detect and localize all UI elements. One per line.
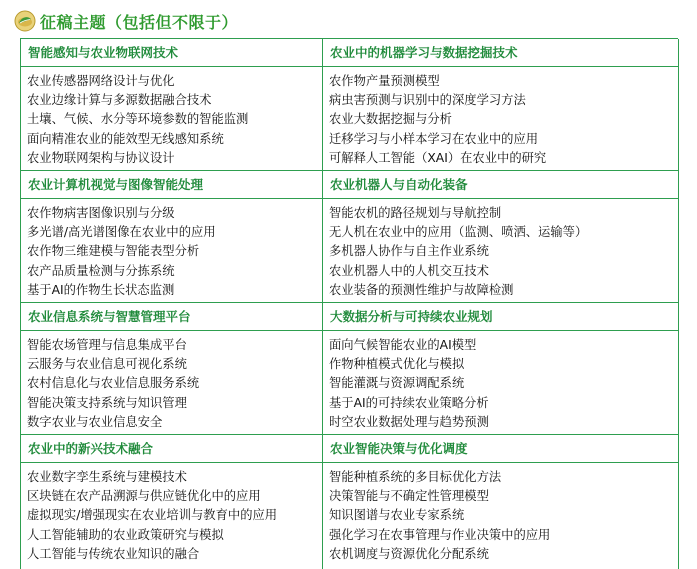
topic-item: 可解释人工智能（XAI）在农业中的研究 [329,150,547,165]
topic-item: 农业大数据挖掘与分析 [329,112,452,127]
topic-item: 作物种植模式优化与模拟 [329,357,465,372]
topic-item: 智能农机的路径规划与导航控制 [329,206,502,220]
topic-item: 智能灌溉与资源调配系统 [329,376,465,391]
section-items [323,67,679,171]
topic-item: 迁移学习与小样本学习在农业中的应用 [329,131,539,146]
leaf-badge-icon [14,10,36,32]
topic-item: 农业传感器网络设计与优化 [27,74,175,88]
topic-item: 农机调度与资源优化分配系统 [329,546,489,561]
topics-table [20,38,678,569]
topic-item: 知识图谱与农业专家系统 [329,508,465,523]
section-items [21,331,323,435]
topic-item: 基于AI的可持续农业策略分析 [329,395,489,410]
topic-item: 农作物三维建模与智能表型分析 [27,244,200,259]
topic-item: 区块链在农产品溯源与供应链优化中的应用 [27,489,261,504]
topic-item: 云服务与农业信息可视化系统 [27,357,187,372]
section-heading: 农业中的新兴技术融合 [21,435,323,463]
topic-item: 无人机在农业中的应用（监测、喷洒、运输等） [329,225,588,240]
topic-item: 人工智能与传统农业知识的融合 [27,546,200,561]
topic-item: 面向气候智能农业的AI模型 [329,338,477,352]
topic-item: 农业物联网架构与协议设计 [27,150,175,165]
topic-item: 虚拟现实/增强现实在农业培训与教育中的应用 [27,508,278,523]
section-heading: 农业计算机视觉与图像智能处理 [21,171,323,199]
topic-item: 农业机器人中的人机交互技术 [329,263,489,278]
topics-header [14,8,238,34]
topic-item: 时空农业数据处理与趋势预测 [329,414,489,429]
section-items [21,463,323,569]
section-items [323,199,679,303]
section-heading: 大数据分析与可持续农业规划 [323,303,679,331]
section-items [323,331,679,435]
topic-item: 强化学习在农事管理与作业决策中的应用 [329,527,551,542]
topic-item: 农业数字孪生系统与建模技术 [27,470,187,484]
section-items [323,463,679,569]
topic-item: 智能农场管理与信息集成平台 [27,338,187,352]
topic-item: 农村信息化与农业信息服务系统 [27,376,200,391]
topic-item: 基于AI的作物生长状态监测 [27,282,175,297]
topic-item: 农作物病害图像识别与分级 [27,206,175,220]
topic-item: 决策智能与不确定性管理模型 [329,489,489,504]
topic-item: 面向精准农业的能效型无线感知系统 [27,131,224,146]
topic-item: 人工智能辅助的农业政策研究与模拟 [27,527,224,542]
topic-item: 农作物产量预测模型 [329,74,440,88]
topic-item: 智能决策支持系统与知识管理 [27,395,187,410]
section-items [21,67,323,171]
section-items [21,199,323,303]
topic-item: 数字农业与农业信息安全 [27,414,163,429]
topic-item: 病虫害预测与识别中的深度学习方法 [329,93,526,108]
topic-item: 智能种植系统的多目标优化方法 [329,470,502,484]
section-heading: 农业机器人与自动化装备 [323,171,679,199]
topic-item: 多光谱/高光谱图像在农业中的应用 [27,225,216,240]
page-title: 征稿主题（包括但不限于） [40,12,239,32]
topic-item: 农业装备的预测性维护与故障检测 [329,282,514,297]
topic-item: 土壤、气候、水分等环境参数的智能监测 [27,112,249,127]
section-heading: 智能感知与农业物联网技术 [21,39,323,67]
section-heading: 农业信息系统与智慧管理平台 [21,303,323,331]
topic-item: 农产品质量检测与分拣系统 [27,263,175,278]
topic-item: 多机器人协作与自主作业系统 [329,244,489,259]
section-heading: 农业中的机器学习与数据挖掘技术 [323,39,679,67]
section-heading: 农业智能决策与优化调度 [323,435,679,463]
topic-item: 农业边缘计算与多源数据融合技术 [27,93,212,108]
